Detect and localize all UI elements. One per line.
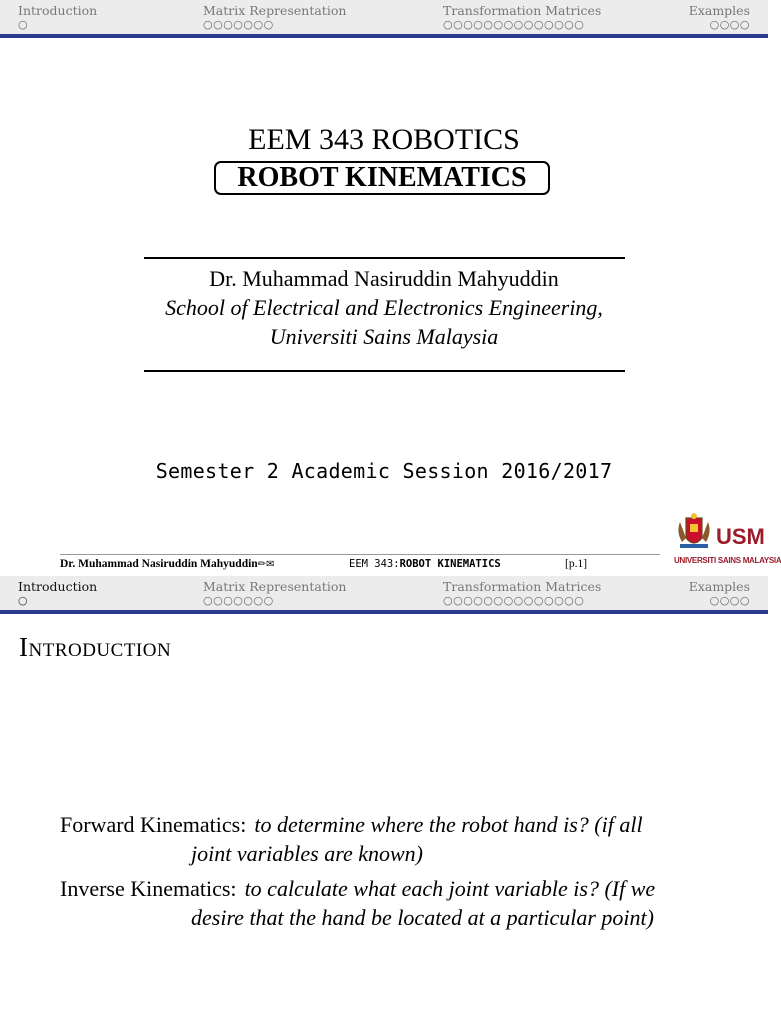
footer-page-number: [p.1]: [565, 558, 588, 570]
nav-section-introduction[interactable]: [18, 3, 97, 31]
footer-course: [349, 557, 501, 571]
nav-subsection-dots[interactable]: ○○○○: [709, 594, 750, 607]
nav-subsection-dots[interactable]: ○○○○○○○○○○○○○○: [443, 18, 585, 31]
nav-section-label: Matrix Representation: [203, 3, 347, 18]
mail-icon[interactable]: ✉: [266, 559, 275, 570]
nav-section-transformation-matrices[interactable]: [443, 579, 601, 607]
nav-subsection-dots[interactable]: ○○○○○○○: [203, 18, 274, 31]
definition-text: to determine where the robot hand is? (if all: [254, 812, 643, 837]
nav-section-label: Transformation Matrices: [443, 3, 602, 18]
nav-section-matrix-representation[interactable]: [203, 3, 346, 31]
nav-section-matrix-representation[interactable]: [203, 579, 346, 607]
forward-kinematics-definition: [60, 810, 643, 868]
divider-rule: [144, 370, 625, 372]
frame-title: Introduction: [19, 632, 172, 662]
nav-section-transformation-matrices[interactable]: [443, 3, 601, 31]
nav-section-label: Transformation Matrices: [443, 579, 602, 594]
nav-subsection-dots[interactable]: ○○○○○○○○○○○○○○: [443, 594, 585, 607]
definition-term: Inverse Kinematics:: [60, 876, 237, 901]
footer-course-title: ROBOT KINEMATICS: [399, 558, 501, 570]
presentation-subtitle: ROBOT KINEMATICS: [214, 161, 550, 195]
presentation-title: EEM 343 ROBOTICS: [248, 123, 520, 156]
footer-author-name: Dr. Muhammad Nasiruddin Mahyuddin: [60, 558, 258, 570]
author-name: Dr. Muhammad Nasiruddin Mahyuddin: [209, 266, 559, 291]
nav-section-examples[interactable]: [689, 579, 750, 607]
introduction-slide: [0, 576, 768, 1024]
nav-section-label: Introduction: [18, 3, 98, 18]
footer-course-code: EEM 343:: [349, 558, 400, 570]
usm-wordmark: USM: [716, 524, 765, 549]
definition-text-continued: desire that the hand be located at a particular point): [191, 905, 654, 930]
nav-subsection-dots[interactable]: ○○○○: [709, 18, 750, 31]
section-navigation-bar: [0, 576, 768, 614]
semester-info: Semester 2 Academic Session 2016/2017: [155, 459, 613, 483]
nav-subsection-dots[interactable]: ○○○○○○○: [203, 594, 274, 607]
pencil-icon[interactable]: ✏: [257, 559, 267, 570]
affiliation-school: School of Electrical and Electronics Engineering,: [165, 295, 603, 320]
author-block: [0, 264, 768, 351]
definition-term: Forward Kinematics:: [60, 812, 247, 837]
crest-icon: [678, 513, 709, 548]
section-navigation-bar: [0, 0, 768, 38]
divider-rule: [144, 257, 625, 259]
inverse-kinematics-definition: [60, 874, 655, 932]
nav-subsection-dots[interactable]: ○: [18, 18, 29, 31]
nav-section-label: Matrix Representation: [203, 579, 347, 594]
nav-subsection-dots[interactable]: ○: [18, 594, 29, 607]
nav-section-examples[interactable]: [689, 3, 750, 31]
nav-section-introduction[interactable]: [18, 579, 97, 607]
logo-caption: UNIVERSITI SAINS MALAYSIA: [674, 556, 781, 565]
footer-divider: [60, 554, 660, 555]
definition-text: to calculate what each joint variable is? (If we: [244, 876, 656, 901]
nav-section-label: Introduction: [18, 579, 98, 594]
affiliation-university: Universiti Sains Malaysia: [269, 324, 499, 349]
nav-section-label: Examples: [688, 579, 750, 594]
definition-text-continued: joint variables are known): [191, 841, 423, 866]
nav-section-label: Examples: [688, 3, 750, 18]
footer-author: [60, 557, 274, 572]
